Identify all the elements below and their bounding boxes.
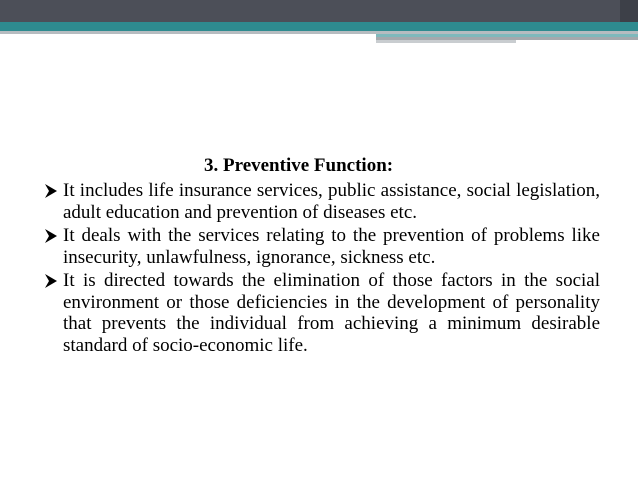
arrow-bullet-icon	[44, 183, 58, 199]
arrow-bullet-icon	[44, 228, 58, 244]
header-stripe	[376, 40, 516, 43]
bullet-item	[44, 225, 600, 268]
bullet-text: It includes life insurance services, public assistance, social legislation, adult education and prevention of diseases etc.	[63, 180, 600, 223]
bullet-item	[44, 270, 600, 356]
header-corner	[620, 0, 638, 22]
bullet-text: It deals with the services relating to the prevention of problems like insecurity, unlawfulness, ignorance, sickness etc.	[63, 225, 600, 268]
slide-heading: 3. Preventive Function:	[204, 155, 394, 176]
bullet-item	[44, 180, 600, 223]
slide-content	[44, 155, 600, 358]
bullet-list	[44, 180, 600, 356]
header-accent-band	[0, 22, 638, 31]
arrow-bullet-icon	[44, 273, 58, 289]
bullet-text: It is directed towards the elimination of those factors in the social environment or those deficiencies in the development of personality that prevents the individual from achieving a minimum desirable standard of socio-economic life.	[63, 270, 600, 356]
header-band	[0, 0, 638, 22]
